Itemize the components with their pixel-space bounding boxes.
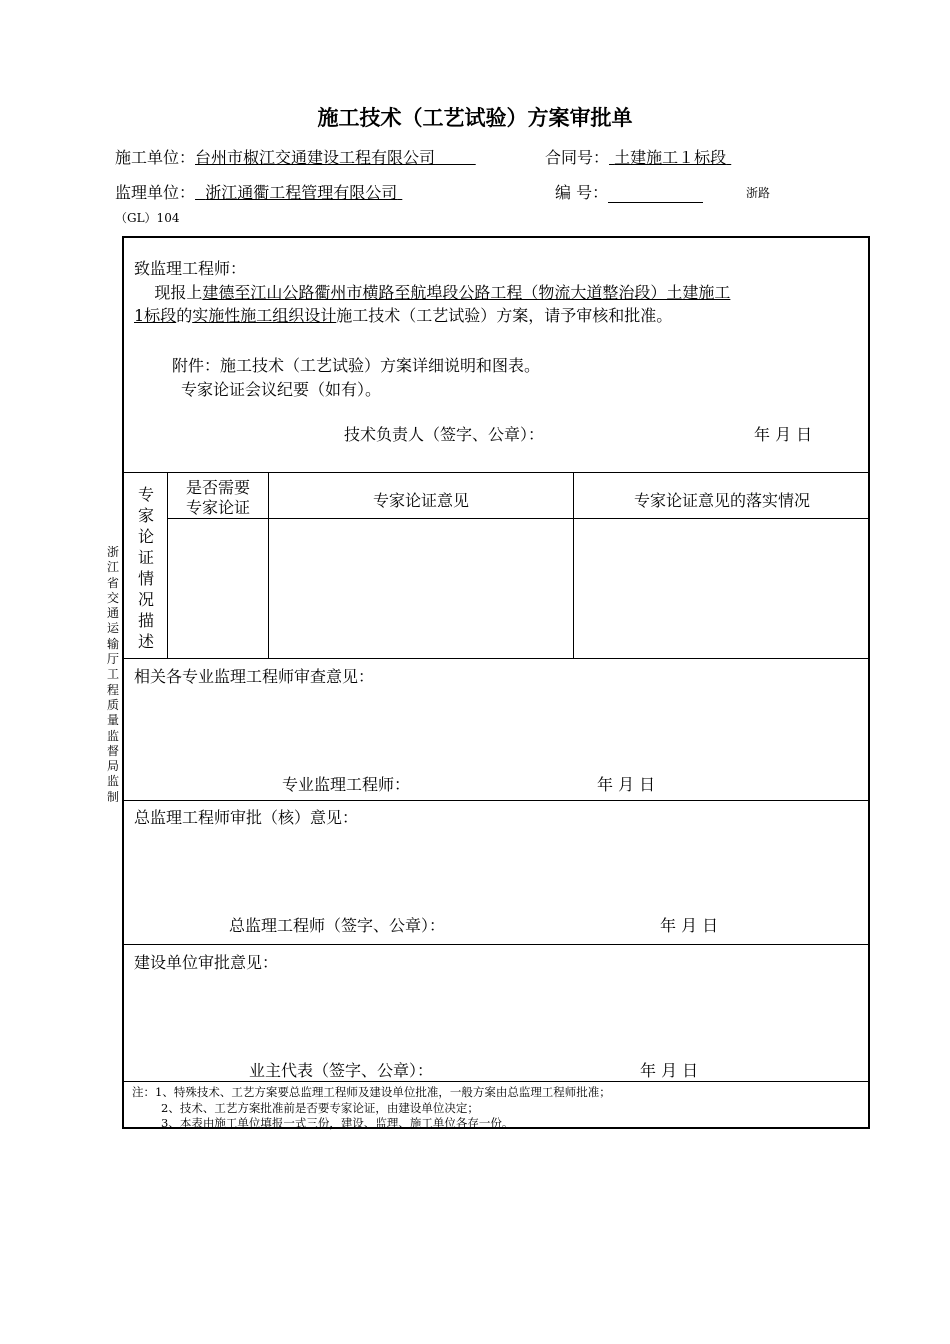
form-code: （GL）104 [115,211,180,225]
report-line-1: 现报上建德至江山公路衢州市横路至航埠段公路工程（物流大道整治段）土建施工 [154,283,731,302]
supervisor-value: 浙江通衢工程管理有限公司 [205,183,398,202]
serial-row [555,180,703,203]
attachment-1: 附件：施工技术（工艺试验）方案详细说明和图表。 [172,356,541,375]
side-issuer-text: 浙江省交通运输厅工程质量监督局监制 [106,545,119,804]
serial-label: 编 号： [555,183,609,202]
chief-date: 年 月 日 [660,916,719,935]
chief-signature: 总监理工程师（签字、公章）： [229,916,446,935]
specialist-signature: 专业监理工程师： [282,775,411,794]
plan-name: 实施性施工组织设计 [192,306,337,325]
note-1: 注：1、特殊技术、工艺方案要总监理工程师及建设单位批准，一般方案由总监理工程师批准； [132,1085,611,1099]
owner-date: 年 月 日 [640,1061,699,1080]
contract-no-label: 合同号： [545,148,610,167]
project-name: 建德至江山公路衢州市横路至航埠段公路工程（物流大道整治段）土建施工 [202,283,731,302]
chief-heading: 总监理工程师审批（核）意见： [134,808,359,827]
serial-value [608,186,703,203]
contractor-value: 台州市椒江交通建设工程有限公司 [195,148,436,167]
tech-lead-signature: 技术负责人（签字、公章）： [344,425,545,444]
divider [124,472,868,473]
expert-side-label: 专家论证情况描述 [137,485,154,651]
page-title: 施工技术（工艺试验）方案审批单 [317,106,633,130]
project-name-cont: 1标段 [134,306,177,325]
attachment-2: 专家论证会议纪要（如有）。 [181,380,382,399]
contractor-row [115,145,476,168]
owner-signature: 业主代表（签字、公章）： [249,1061,434,1080]
expert-opinion-header: 专家论证意见 [372,491,469,510]
addressee: 致监理工程师： [134,259,247,278]
specialist-heading: 相关各专业监理工程师审查意见： [134,667,375,686]
form-code-prefix: 浙路 [746,186,771,200]
expert-need-header: 是否需要 专家论证 [185,478,250,517]
contract-no-value: 土建施工１标段 [614,148,727,167]
tech-lead-date: 年 月 日 [754,425,813,444]
specialist-date: 年 月 日 [597,775,656,794]
expert-implementation-header: 专家论证意见的落实情况 [633,491,810,510]
note-3: 3、本表由施工单位填报一式三份，建设、监理、施工单位各存一份。 [161,1116,514,1130]
supervisor-row [115,180,402,203]
contract-no-row [545,145,731,168]
approval-form [122,236,870,1129]
report-line-2: 1标段的实施性施工组织设计施工技术（工艺试验）方案，请予审核和批准。 [134,306,673,325]
contractor-label: 施工单位： [115,148,196,167]
owner-heading: 建设单位审批意见： [134,953,279,972]
supervisor-label: 监理单位： [115,183,196,202]
note-2: 2、技术、工艺方案批准前是否要专家论证，由建设单位决定； [161,1101,479,1115]
